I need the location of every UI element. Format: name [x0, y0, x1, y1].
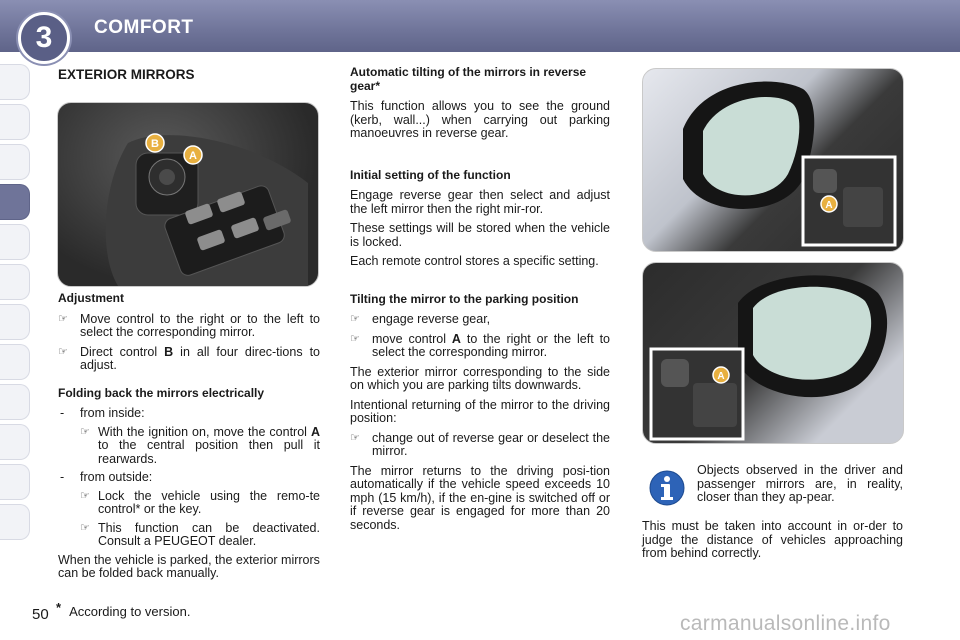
adjustment-heading: Adjustment	[58, 291, 124, 305]
paragraph: The mirror returns to the driving posi-tion automatically if the vehicle speed exceeds 10 mph (15 km/h), if the en-gine is switched off or if reverse gear is engaged for more than 20 seconds.	[350, 463, 610, 532]
auto-tilt-heading: Automatic tilting of the mirrors in reverse gear*	[350, 65, 587, 93]
pointing-hand-icon: ☞	[58, 345, 68, 358]
label-a: A	[825, 200, 833, 211]
pointing-hand-icon: ☞	[80, 489, 90, 502]
mirror-photo-top	[642, 68, 904, 252]
list-item-text: This function can be deactivated. Consult a PEUGEOT dealer.	[98, 520, 320, 548]
door-control-illustration	[58, 103, 318, 286]
list-item	[58, 490, 320, 517]
pointing-hand-icon: ☞	[80, 425, 90, 438]
page-number: 50	[32, 606, 49, 623]
label-a: A	[189, 150, 197, 162]
door-control-photo	[57, 102, 319, 287]
pointing-hand-icon: ☞	[80, 521, 90, 534]
pointing-hand-icon: ☞	[58, 312, 68, 325]
chapter-number-badge	[18, 12, 70, 64]
control-label: A	[310, 424, 320, 439]
mirror-photo-bottom	[642, 262, 904, 444]
list-item-text: to the central position then pull it rearwards.	[98, 438, 320, 466]
footnote-text: According to version.	[69, 604, 191, 619]
auto-tilt-text: This function allows you to see the ground (kerb, wall...) when carrying out parking manoeuvres in reverse gear.	[350, 99, 610, 140]
control-label: A	[451, 331, 461, 346]
chapter-tab[interactable]	[0, 264, 30, 300]
info-text: This must be taken into account in or-der to judge the distance of vehicles approaching from behind correctly.	[642, 519, 903, 560]
dash-marker: -	[60, 470, 65, 484]
list-item	[58, 522, 320, 549]
chapter-title: COMFORT	[94, 17, 194, 38]
list-item-text: in all four direc-tions to adjust.	[80, 344, 321, 372]
paragraph: Engage reverse gear then select and adjust the left mirror then the right mir-ror.	[350, 188, 610, 216]
list-item	[350, 313, 610, 327]
paragraph: Each remote control stores a specific setting.	[350, 254, 599, 268]
info-text: Objects observed in the driver and passenger mirrors are, in reality, closer than they ap-pear.	[697, 463, 903, 504]
list-item-text: engage reverse gear,	[372, 312, 491, 326]
info-text-block	[697, 464, 903, 511]
list-item-text: With the ignition on, move the control	[98, 424, 311, 439]
pointing-hand-icon: ☞	[350, 431, 360, 444]
list-item-text: Move control to the right or to the left to select the corresponding mirror.	[80, 311, 320, 339]
list-item-text: to the right or the left to select the corresponding mirror.	[372, 331, 610, 359]
footnote-star: *	[56, 600, 62, 615]
chapter-tabs	[0, 64, 34, 544]
list-item	[350, 333, 610, 360]
initial-setting-heading: Initial setting of the function	[350, 167, 511, 182]
list-item-text: Lock the vehicle using the remo-te control* or the key.	[98, 488, 320, 516]
parked-note: When the vehicle is parked, the exterior mirrors can be folded back manually.	[58, 552, 320, 580]
paragraph: Intentional returning of the mirror to the driving position:	[350, 397, 610, 425]
mirror-illustration-top	[643, 69, 903, 251]
chapter-tab[interactable]	[0, 224, 30, 260]
list-item	[350, 432, 610, 459]
list-item	[58, 346, 320, 373]
tilting-heading: Tilting the mirror to the parking position	[350, 291, 579, 306]
paragraph: These settings will be stored when the vehicle is locked.	[350, 221, 610, 249]
watermark: carmanualsonline.info	[680, 612, 891, 635]
folding-heading: Folding back the mirrors electrically	[58, 385, 265, 400]
footnote	[56, 600, 191, 619]
chapter-tab[interactable]	[0, 104, 30, 140]
control-label: B	[164, 344, 174, 359]
list-item-text: from inside:	[80, 406, 145, 420]
section-title: EXTERIOR MIRRORS	[58, 67, 195, 82]
left-column-body	[58, 292, 320, 587]
info-text-block-2	[642, 520, 903, 567]
chapter-tab-active[interactable]	[0, 184, 30, 220]
left-column	[58, 68, 320, 82]
label-a: A	[717, 371, 725, 382]
middle-column	[350, 66, 610, 538]
chapter-tab[interactable]	[0, 344, 30, 380]
list-item-text: change out of reverse gear or deselect the mirror.	[372, 430, 610, 458]
list-item-text: Direct control	[80, 344, 165, 359]
list-item	[58, 407, 320, 421]
chapter-tab[interactable]	[0, 504, 30, 540]
chapter-tab[interactable]	[0, 304, 30, 340]
paragraph: The exterior mirror corresponding to the side on which you are parking tilts downwards.	[350, 364, 610, 392]
chapter-tab[interactable]	[0, 464, 30, 500]
list-item	[58, 313, 320, 340]
chapter-tab[interactable]	[0, 384, 30, 420]
mirror-illustration-bottom	[643, 263, 903, 443]
chapter-tab[interactable]	[0, 64, 30, 100]
pointing-hand-icon: ☞	[350, 332, 360, 345]
label-b: B	[151, 138, 159, 150]
chapter-tab[interactable]	[0, 144, 30, 180]
pointing-hand-icon: ☞	[350, 313, 360, 325]
list-item	[58, 426, 320, 467]
info-icon	[648, 469, 686, 507]
list-item-text: from outside:	[80, 470, 153, 484]
chapter-number: 3	[35, 21, 53, 54]
chapter-tab[interactable]	[0, 424, 30, 460]
list-item-text: move control	[372, 331, 452, 346]
list-item	[58, 471, 320, 485]
dash-marker: -	[60, 406, 65, 420]
